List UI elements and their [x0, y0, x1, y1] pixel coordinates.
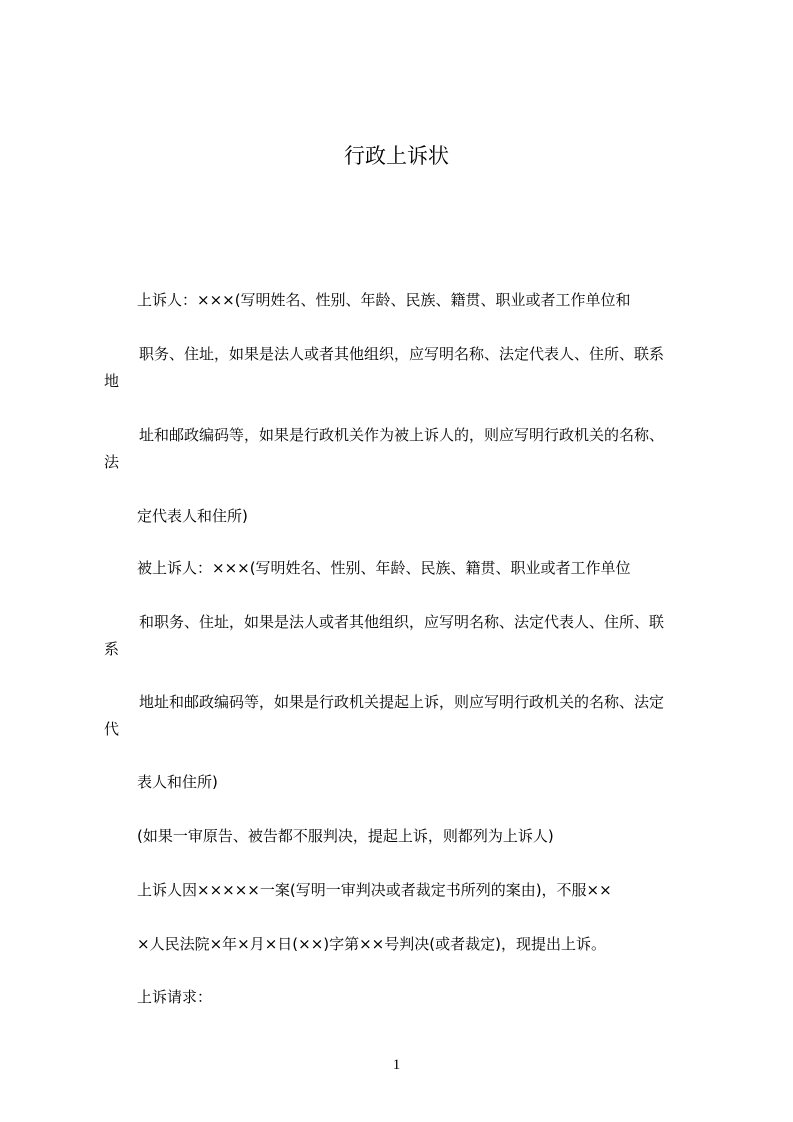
appellee-wrap-1: 系 [104, 640, 120, 658]
appellee-line-3: 地址和邮政编码等，如果是行政机关提起上诉，则应写明行政机关的名称、法定 [139, 693, 665, 711]
appeal-request-heading: 上诉请求： [137, 988, 213, 1006]
page-number: 1 [392, 1057, 401, 1073]
appellant-wrap-1: 地 [104, 372, 120, 390]
appellant-line-1: 上诉人：×××(写明姓名、性别、年龄、民族、籍贯、职业或者工作单位和 [137, 291, 631, 309]
note-line: (如果一审原告、被告都不服判决，提起上诉，则都列为上诉人) [137, 827, 554, 845]
appellee-line-4: 表人和住所) [137, 773, 218, 791]
case-line-2: ×人民法院×年×月×日(××)字第××号判决(或者裁定)，现提出上诉。 [137, 935, 606, 953]
appellant-line-3: 址和邮政编码等，如果是行政机关作为被上诉人的，则应写明行政机关的名称、 [139, 426, 665, 444]
appellant-line-2: 职务、住址，如果是法人或者其他组织，应写明名称、法定代表人、住所、联系 [139, 345, 665, 363]
case-line-1: 上诉人因×××××一案(写明一审判决或者裁定书所列的案由)，不服×× [137, 881, 612, 899]
appellee-line-1: 被上诉人：×××(写明姓名、性别、年龄、民族、籍贯、职业或者工作单位 [137, 559, 631, 577]
appellant-wrap-2: 法 [104, 453, 120, 471]
appellant-line-4: 定代表人和住所) [137, 507, 248, 525]
appellee-line-2: 和职务、住址，如果是法人或者其他组织，应写明名称、法定代表人、住所、联 [139, 613, 665, 631]
document-title: 行政上诉状 [344, 144, 449, 168]
appellee-wrap-2: 代 [104, 720, 120, 738]
